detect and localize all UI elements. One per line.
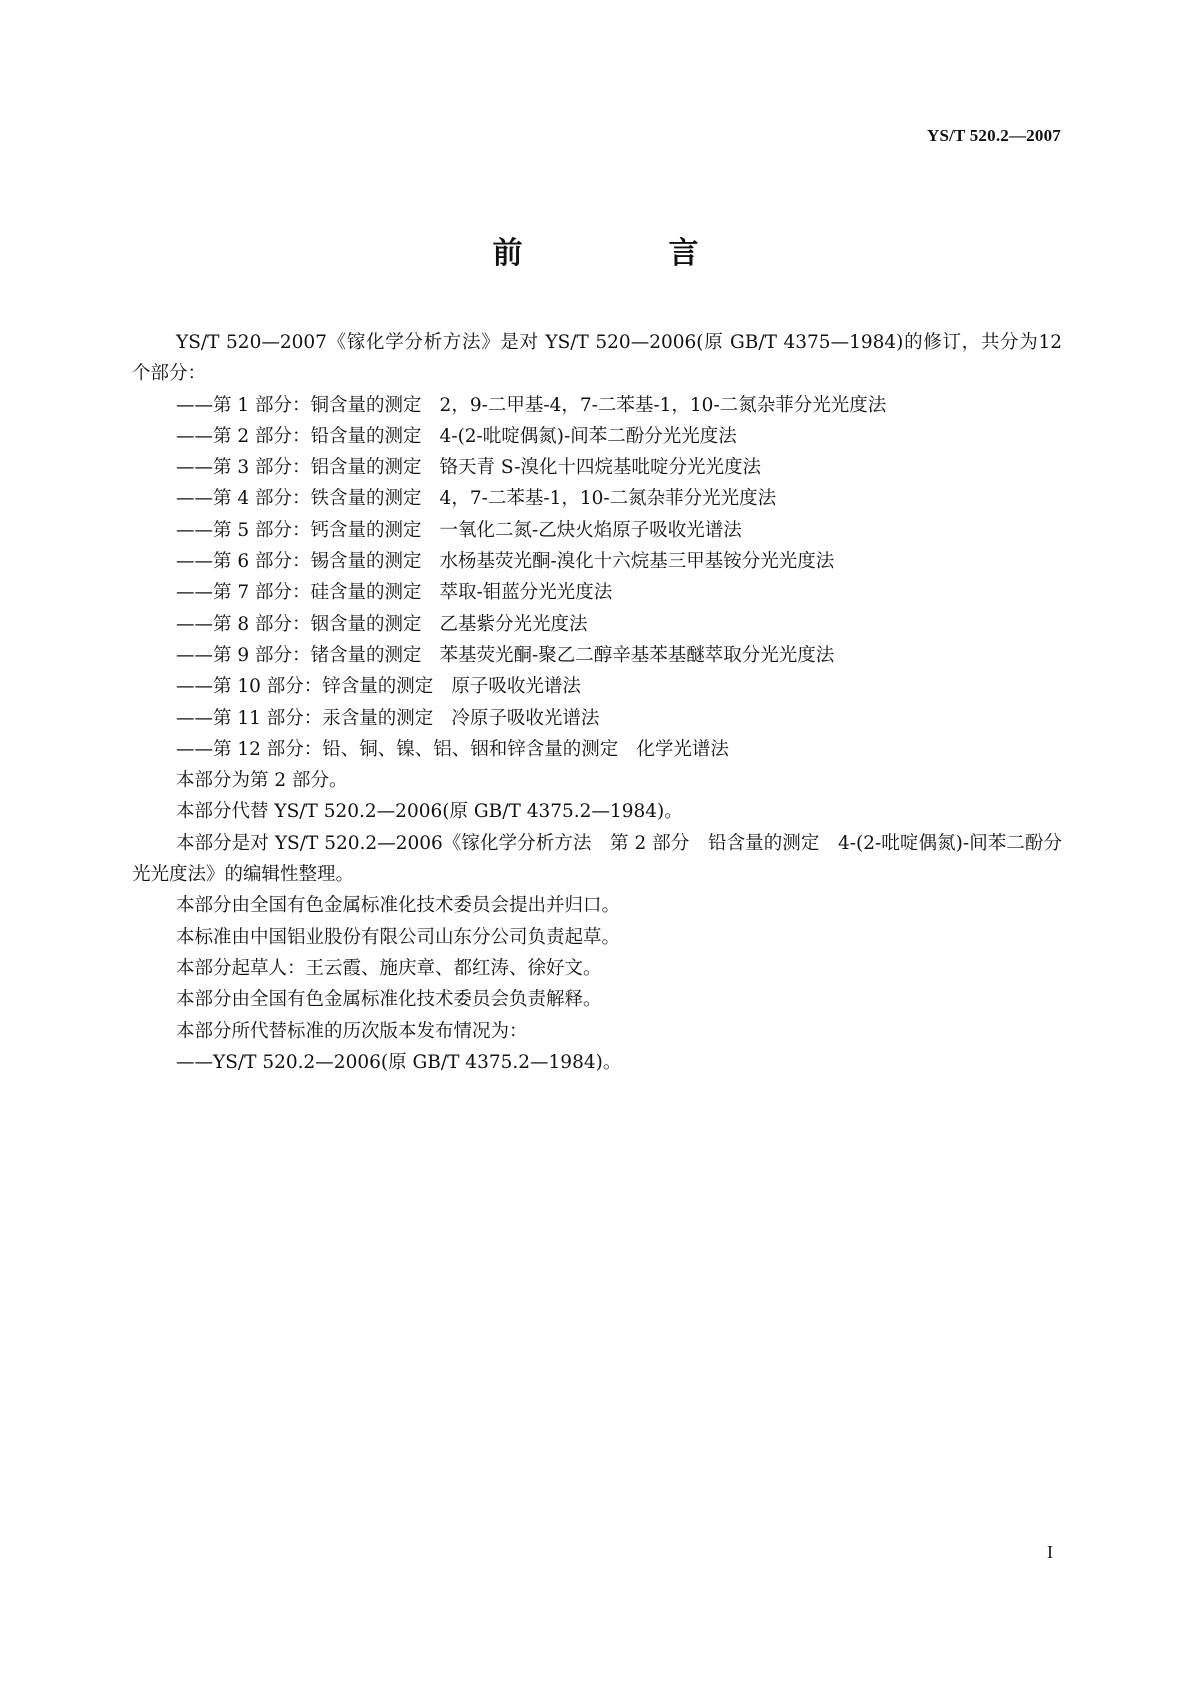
part-list-item [132, 734, 1062, 765]
part-prefix: ——第 12 部分：铅、铜、镍、铝、铟和锌含量的测定 [176, 738, 619, 760]
body-paragraph: 本部分代替 YS/T 520.2—2006(原 GB/T 4375.2—1984)。 [176, 801, 683, 823]
part-method: 铬天青 S-溴化十四烷基吡啶分光光度法 [439, 457, 762, 479]
part-list-item [132, 421, 1062, 452]
part-method: 萃取-钼蓝分光光度法 [439, 582, 613, 604]
part-method: 原子吸收光谱法 [451, 676, 581, 698]
part-prefix: ——第 5 部分：钙含量的测定 [176, 519, 422, 541]
part-list-item [132, 671, 1062, 702]
part-method: 水杨基荧光酮-溴化十六烷基三甲基铵分光光度法 [439, 551, 835, 573]
part-method: 乙基紫分光光度法 [439, 613, 588, 635]
page-number: I [1047, 1542, 1053, 1562]
part-method: 苯基荧光酮-聚乙二醇辛基苯基醚萃取分光光度法 [439, 644, 835, 666]
part-list-item [132, 640, 1062, 671]
standard-code: YS/T 520.2—2007 [927, 126, 1061, 145]
part-method: 4，7-二苯基-1，10-二氮杂菲分光光度法 [439, 488, 777, 510]
part-list-item [132, 515, 1062, 546]
part-list-item [132, 452, 1062, 483]
part-method: 一氧化二氮-乙炔火焰原子吸收光谱法 [439, 519, 742, 541]
part-prefix: ——第 10 部分：锌含量的测定 [176, 676, 434, 698]
part-method: 4-(2-吡啶偶氮)-间苯二酚分光光度法 [439, 425, 737, 447]
body-paragraph: 本部分由全国有色金属标准化技术委员会提出并归口。 [176, 895, 621, 917]
part-prefix: ——第 11 部分：汞含量的测定 [176, 707, 434, 729]
foreword-body [132, 327, 1062, 1078]
part-prefix: ——第 9 部分：锗含量的测定 [176, 644, 422, 666]
part-list-item [132, 483, 1062, 514]
part-prefix: ——第 7 部分：硅含量的测定 [176, 582, 422, 604]
page-title: 前 言 [492, 236, 757, 271]
part-method: 化学光谱法 [636, 738, 729, 760]
intro-paragraph: YS/T 520—2007《镓化学分析方法》是对 YS/T 520—2006(原 GB/T 4375—1984)的修订，共分为12 个部分： [132, 332, 1062, 385]
part-prefix: ——第 2 部分：铅含量的测定 [176, 425, 422, 447]
history-list-item: ——YS/T 520.2—2006(原 GB/T 4375.2—1984)。 [176, 1051, 622, 1073]
part-list-item [132, 577, 1062, 608]
part-prefix: ——第 6 部分：锡含量的测定 [176, 551, 422, 573]
body-paragraph: 本部分起草人：王云霞、施庆章、都红涛、徐好文。 [176, 957, 602, 979]
body-paragraph: 本部分由全国有色金属标准化技术委员会负责解释。 [176, 989, 602, 1011]
part-method: 冷原子吸收光谱法 [451, 707, 600, 729]
part-list-item [132, 703, 1062, 734]
part-list-item [132, 609, 1062, 640]
part-prefix: ——第 4 部分：铁含量的测定 [176, 488, 422, 510]
body-paragraph: 本部分为第 2 部分。 [176, 770, 348, 792]
part-prefix: ——第 3 部分：铝含量的测定 [176, 457, 422, 479]
part-method: 2，9-二甲基-4，7-二苯基-1，10-二氮杂菲分光光度法 [439, 394, 887, 416]
part-prefix: ——第 1 部分：铜含量的测定 [176, 394, 422, 416]
body-paragraph: 本部分是对 YS/T 520.2—2006《镓化学分析方法 第 2 部分 铅含量的测定 4-(2-吡啶偶氮)-间苯二酚分光光度法》的编辑性整理。 [132, 832, 1062, 886]
body-paragraph: 本标准由中国铝业股份有限公司山东分公司负责起草。 [176, 926, 621, 948]
part-list-item [132, 390, 1062, 421]
body-paragraph: 本部分所代替标准的历次版本发布情况为： [176, 1020, 528, 1042]
part-list-item [132, 546, 1062, 577]
part-prefix: ——第 8 部分：铟含量的测定 [176, 613, 422, 635]
